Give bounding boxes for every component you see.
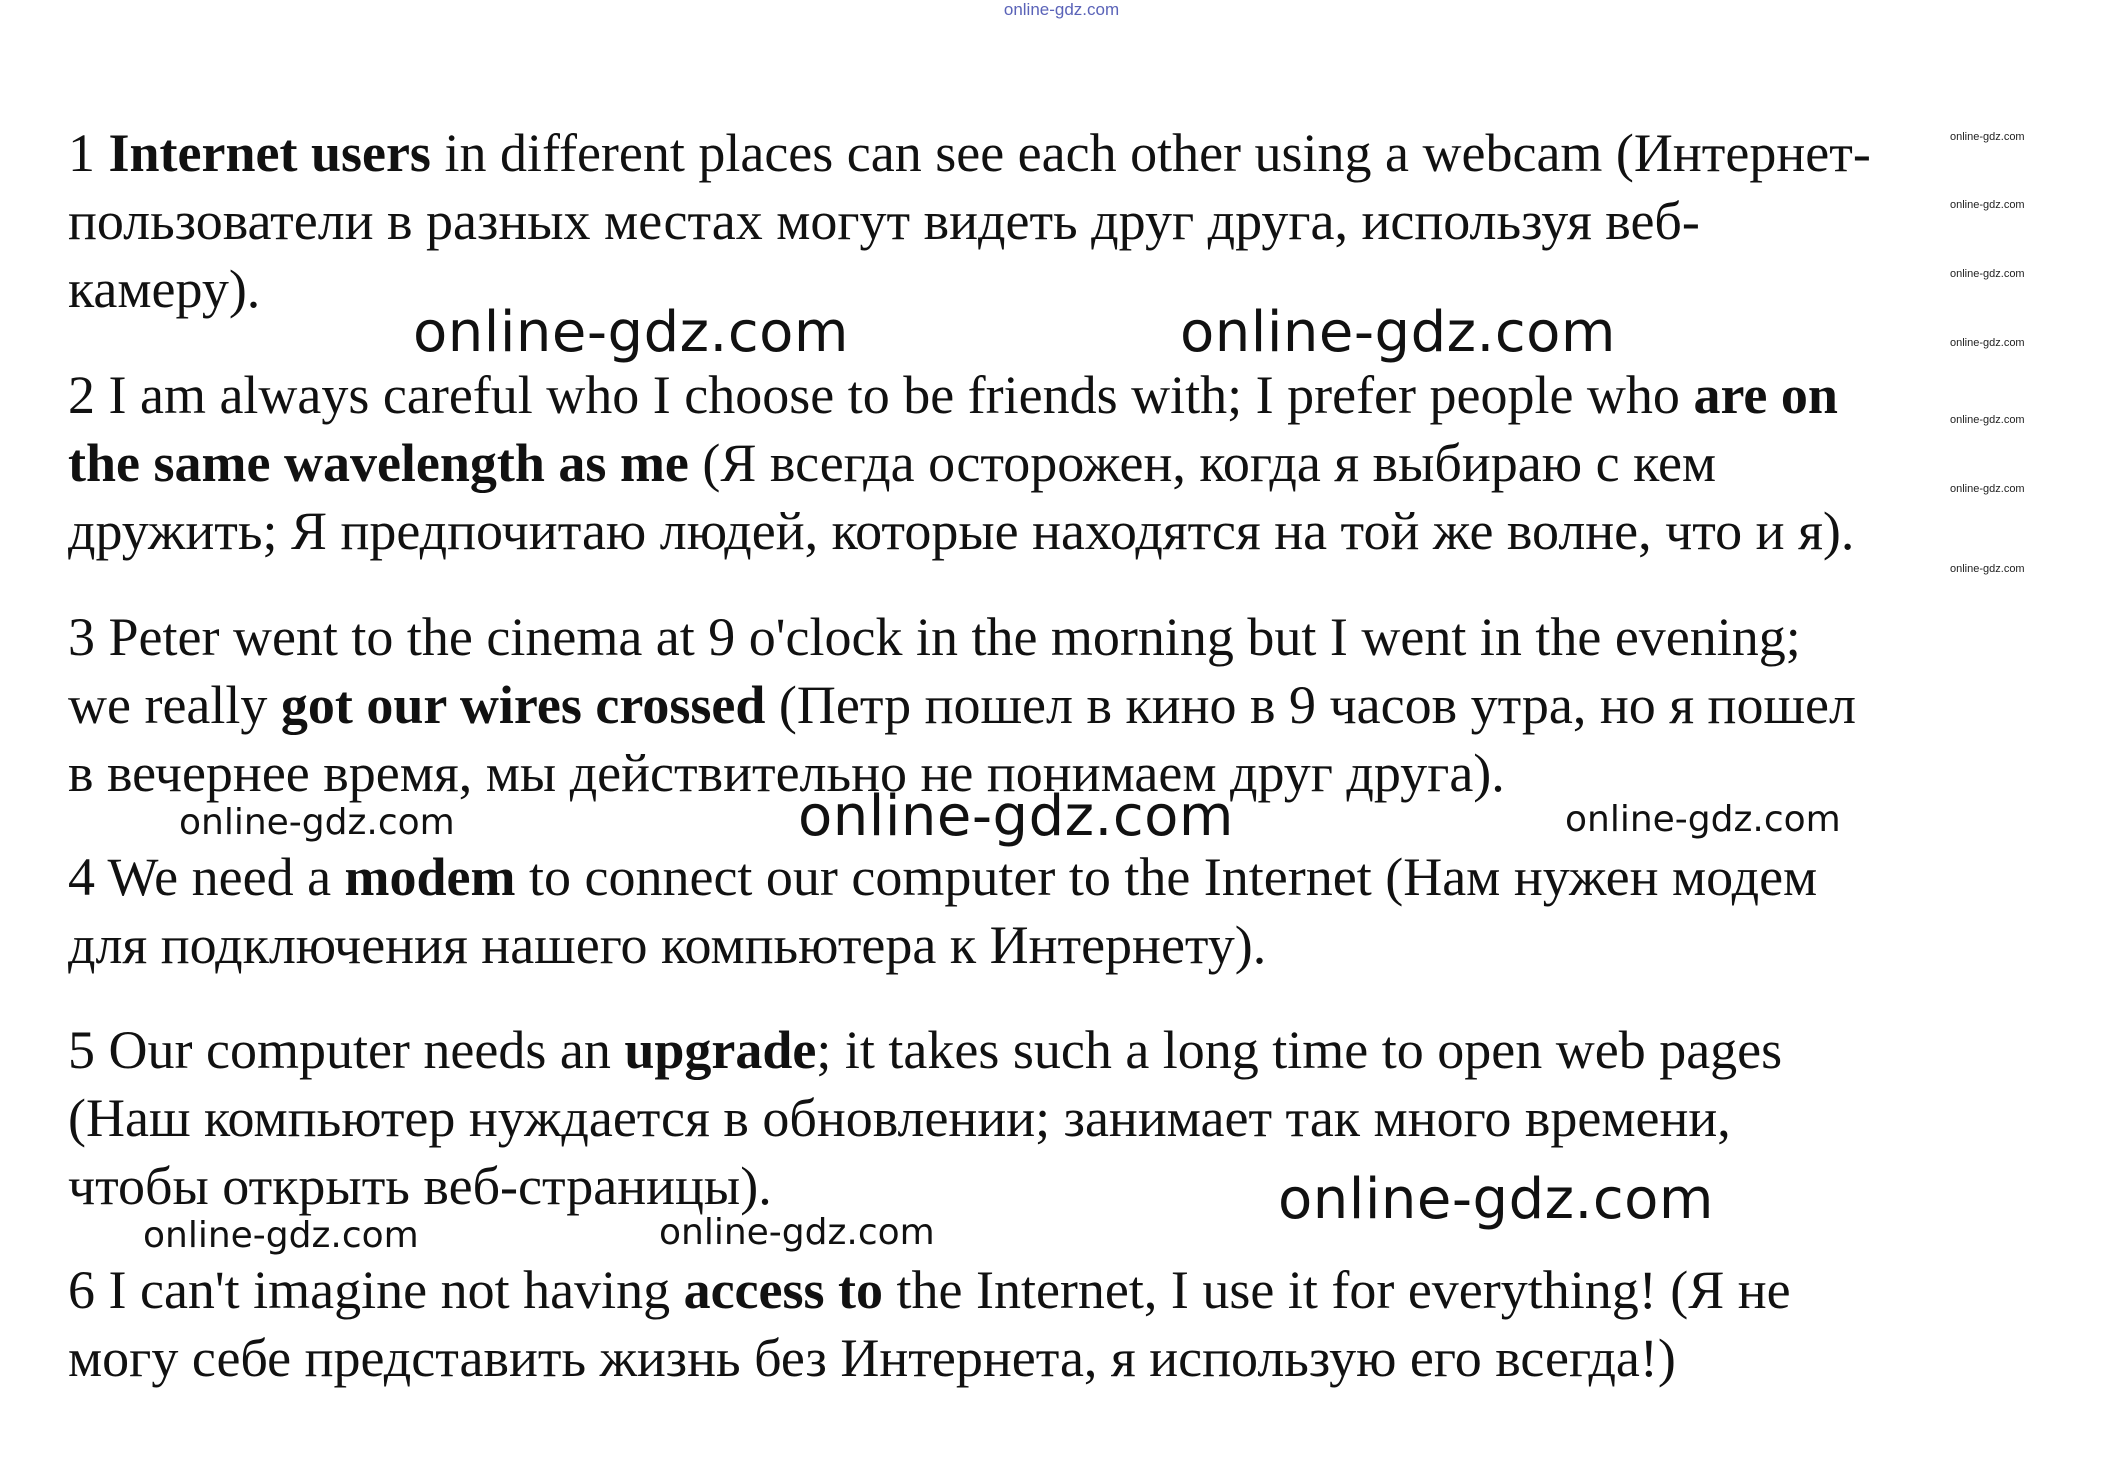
item-2-line-2: the same wavelength as me (Я всегда осторожен, когда я выбираю с кем bbox=[68, 433, 1717, 493]
exercise-item-6 bbox=[68, 1256, 2058, 1392]
item-5-line-2: (Наш компьютер нуждается в обновлении; занимает так много времени, bbox=[68, 1088, 1731, 1148]
item-4-line-2: для подключения нашего компьютера к Интернету). bbox=[68, 915, 1267, 975]
item-3-line-3: в вечернее время, мы действительно не понимаем друг друга). bbox=[68, 743, 1505, 803]
item-number: 1 bbox=[68, 123, 95, 183]
watermark-text: online-gdz.com bbox=[1950, 563, 2025, 575]
item-2-line-1: 2 I am always careful who I choose to be friends with; I prefer people who are on bbox=[68, 365, 1838, 425]
watermark-text: online-gdz.com bbox=[1950, 483, 2025, 495]
key-phrase: modem bbox=[344, 847, 516, 907]
item-5-line-3: чтобы открыть веб-страницы). bbox=[68, 1156, 772, 1216]
exercise-item-1 bbox=[68, 119, 2058, 323]
key-phrase: are on bbox=[1693, 365, 1838, 425]
watermark-text: online-gdz.com bbox=[1950, 199, 2025, 211]
watermark-text: online-gdz.com bbox=[659, 1212, 935, 1253]
item-1-line-3: камеру). bbox=[68, 259, 261, 319]
item-6-line-1: 6 I can't imagine not having access to the Internet, I use it for everything! (Я не bbox=[68, 1260, 1791, 1320]
key-phrase: upgrade bbox=[624, 1020, 817, 1080]
watermark-text: online-gdz.com bbox=[1950, 414, 2025, 426]
header-watermark: online-gdz.com bbox=[1003, 0, 1120, 19]
item-5-line-1: 5 Our computer needs an upgrade; it takes such a long time to open web pages bbox=[68, 1020, 1783, 1080]
exercise-item-3 bbox=[68, 603, 2058, 807]
watermark-text: online-gdz.com bbox=[1950, 337, 2025, 349]
watermark-text: online-gdz.com bbox=[1950, 268, 2025, 280]
watermark-text: online-gdz.com bbox=[413, 300, 849, 365]
key-phrase: access to bbox=[683, 1260, 883, 1320]
watermark-text: online-gdz.com bbox=[1180, 300, 1616, 365]
item-3-line-1: 3 Peter went to the cinema at 9 o'clock in the morning but I went in the evening; bbox=[68, 607, 1801, 667]
item-1-line-1: 1 Internet users in different places can see each other using a webcam (Интернет- bbox=[68, 123, 1871, 183]
key-phrase: got our wires crossed bbox=[280, 675, 766, 735]
watermark-text: online-gdz.com bbox=[179, 802, 455, 843]
watermark-text: online-gdz.com bbox=[1278, 1167, 1714, 1232]
watermark-text: online-gdz.com bbox=[143, 1215, 419, 1256]
item-3-line-2: we really got our wires crossed (Петр пошел в кино в 9 часов утра, но я пошел bbox=[68, 675, 1856, 735]
item-2-line-3: дружить; Я предпочитаю людей, которые находятся на той же волне, что и я). bbox=[68, 501, 1855, 561]
watermark-text: online-gdz.com bbox=[798, 784, 1234, 849]
watermark-text: online-gdz.com bbox=[1565, 799, 1841, 840]
watermark-text: online-gdz.com bbox=[1950, 131, 2025, 143]
item-4-line-1: 4 We need a modem to connect our computer to the Internet (Нам нужен модем bbox=[68, 847, 1818, 907]
exercise-item-5 bbox=[68, 1016, 2058, 1220]
key-phrase: the same wavelength as me bbox=[68, 433, 689, 493]
key-phrase: Internet users bbox=[108, 123, 431, 183]
item-6-line-2: могу себе представить жизнь без Интернета, я использую его всегда!) bbox=[68, 1328, 1676, 1388]
exercise-item-4 bbox=[68, 843, 2058, 979]
exercise-item-2 bbox=[68, 361, 2058, 565]
item-1-line-2: пользователи в разных местах могут видеть друг друга, используя веб- bbox=[68, 191, 1700, 251]
